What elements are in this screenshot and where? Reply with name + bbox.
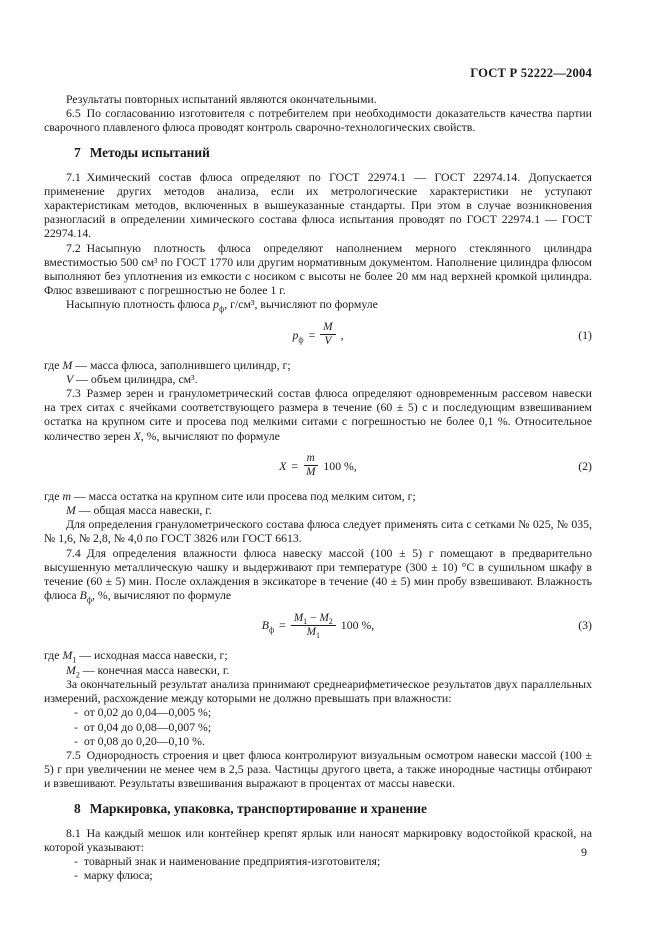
formula-1-denominator: V xyxy=(324,335,332,348)
paragraph-7-1: 7.1 Химический состав флюса определяют по ГОСТ 22974.1 — ГОСТ 22974.14. Допускается применение других методов анализа, если их метрологические характеристики не уступают характеристикам методов, включенных в вышеуказанные стандарты. При этом в случае возникновения разногласий в определении химического состава флюса испытания проводят по ГОСТ 22974.1 — ГОСТ 22974.14. xyxy=(44,169,592,241)
paragraph-7-3-text: 7.3 Размер зерен и гранулометрический состав флюса определяют одновременным рассевом навески на трех ситах с ячейками соответствующего размера в течение (60 ± 5) с и последующим взвешиванием остатка на крупном сите и просева под мелкими ситами с погрешностью не более 0,1 %. Относительное количество зерен xyxy=(44,386,592,443)
moisture-symbol-subscript: ф xyxy=(86,595,93,605)
marking-list-item: - товарный знак и наименование предприятия-изготовителя; xyxy=(74,853,381,868)
paragraph-7-3-text-after: , %, вычисляют по формуле xyxy=(140,428,280,443)
formula-3-tail: 100 %, xyxy=(340,618,375,633)
where-prefix: где xyxy=(44,648,63,663)
grain-quantity-symbol: X xyxy=(133,428,141,443)
moisture-list-item: - от 0,02 до 0,04—0,005 %; xyxy=(74,705,212,720)
formula-1-number: (1) xyxy=(578,327,592,342)
formula-3-fraction xyxy=(291,612,336,639)
formula-2-numerator: m xyxy=(304,452,318,466)
where-definition: — исходная масса навески, г; xyxy=(76,648,228,663)
where-variable-subscript: 2 xyxy=(75,670,80,680)
where-variable: M xyxy=(62,648,73,663)
formula-2-lhs: X xyxy=(279,458,287,473)
formula-1-tail: , xyxy=(340,327,344,342)
formula-3-expression xyxy=(262,612,374,639)
where-definition: — объем цилиндра, см³. xyxy=(73,371,198,386)
paragraph-mean-result: За окончательный результат анализа принимают среднеарифметическое результатов двух параллельных измерений, расхождение между которыми не должно превышать при влажности: xyxy=(44,676,592,706)
paragraph-7-4-text: 7.4 Для определения влажности флюса навеску массой (100 ± 5) г помещают в предварительно высушенную металлическую чашку и выдерживают при температуре (300 ± 10) °С в сушильном шкафу в течение (60 ± 5) мин. После охлаждения в эксикаторе в течение (40 ± 5) мин пробу взвешивают. Влажность флюса xyxy=(44,545,592,603)
paragraph-7-4 xyxy=(44,546,592,603)
density-symbol-subscript: ф xyxy=(219,304,225,314)
denominator-variable: M xyxy=(306,625,316,638)
formula-3-denominator xyxy=(304,626,323,639)
where-line-M1 xyxy=(44,648,592,665)
paragraph-density-formula-intro xyxy=(44,297,592,314)
density-symbol: p xyxy=(213,297,220,312)
moisture-symbol: B xyxy=(79,588,87,603)
where-variable: V xyxy=(66,371,74,386)
density-intro-text-after: , г/см³, вычисляют по формуле xyxy=(224,297,378,312)
formula-2-number: (2) xyxy=(578,458,592,473)
where-variable: M xyxy=(66,503,76,518)
where-line-V xyxy=(66,372,592,386)
marking-list-item: - марку флюса; xyxy=(74,868,153,883)
formula-3-lhs: B xyxy=(261,618,269,633)
formula-2-expression xyxy=(279,452,357,479)
section-8-heading xyxy=(74,801,592,817)
formula-2-tail: 100 %, xyxy=(323,458,357,473)
formula-1-lhs: p xyxy=(292,327,299,342)
where-line-m xyxy=(44,489,592,503)
where-variable: m xyxy=(62,488,71,503)
density-intro-text: Насыпную плотность флюса xyxy=(66,297,214,312)
where-variable: M xyxy=(62,357,73,372)
where-definition: — масса флюса, заполнившего цилиндр, г; xyxy=(72,357,291,372)
page-number: 9 xyxy=(581,845,587,859)
paragraph-7-4-text-after: , %, вычисляют по формуле xyxy=(92,588,232,603)
where-variable-subscript: 1 xyxy=(72,655,77,665)
formula-2-denominator: M xyxy=(306,466,316,479)
formula-3 xyxy=(44,608,592,642)
formula-1 xyxy=(44,318,592,352)
formula-1-numerator: M xyxy=(320,321,335,335)
section-8-title: Маркировка, упаковка, транспортирование и хранение xyxy=(89,800,427,816)
formula-2 xyxy=(44,449,592,483)
paragraph-8-1: 8.1 На каждый мешок или контейнер крепят ярлык или наносят маркировку водостойкой краской, на которой указывают: xyxy=(44,825,592,854)
page-content xyxy=(44,92,592,882)
where-definition: — масса остатка на крупном сите или просева под мелким ситом, г; xyxy=(70,488,416,503)
where-definition: — общая масса навески, г. xyxy=(75,503,212,518)
doc-code-header: ГОСТ Р 52222—2004 xyxy=(470,66,592,80)
minus-sign: − xyxy=(310,611,317,624)
moisture-list-item: - от 0,08 до 0,20—0,10 %. xyxy=(74,733,205,748)
paragraph-repeat-results: Результаты повторных испытаний являются окончательными. xyxy=(66,92,377,106)
formula-1-expression xyxy=(292,321,343,348)
denominator-subscript: 1 xyxy=(315,631,320,641)
formula-1-lhs-subscript: ф xyxy=(298,334,304,344)
equals-sign: = xyxy=(308,327,316,342)
moisture-list-item: - от 0,04 до 0,08—0,007 %; xyxy=(74,719,212,734)
section-7-heading xyxy=(74,145,592,161)
formula-1-fraction xyxy=(320,321,335,348)
where-variable: M xyxy=(66,662,76,677)
paragraph-7-2: 7.2 Насыпную плотность флюса определяют наполнением мерного стеклянного цилиндра вместимостью 500 см³ по ГОСТ 1770 или другим нормативным документом. Наполнение цилиндра флюсом выполняют без уплотнения из емкости с носиком с высоты не более 20 мм над верхней кромкой цилиндра. Флюс взвешивают с погрешностью не более 1 г. xyxy=(44,240,592,298)
where-line-M xyxy=(44,358,592,372)
formula-3-numerator xyxy=(291,612,336,626)
numerator-subscript-1: 1 xyxy=(303,617,308,627)
numerator-subscript-2: 2 xyxy=(328,617,333,627)
numerator-variable-1: M xyxy=(293,611,304,624)
formula-3-number: (3) xyxy=(578,618,592,633)
paragraph-7-5: 7.5 Однородность строения и цвет флюса контролируют визуальным осмотром навески массой (100 ± 5) г при увеличении не менее чем в 2,5 раза. Частицы другого цвета, а также инородные частицы отбирают и взвешивают. Результаты взвешивания выражают в процентах от массы навески. xyxy=(44,747,592,791)
where-line-M-total xyxy=(66,503,592,517)
where-prefix: где xyxy=(44,357,63,372)
paragraph-6-5: 6.5 По согласованию изготовителя с потребителем при необходимости доказательств качества партии сварочного плавленого флюса проводят контроль сварочно-технологических свойств. xyxy=(44,106,592,135)
numerator-variable-2: M xyxy=(319,611,329,624)
formula-2-fraction xyxy=(303,452,318,479)
equals-sign: = xyxy=(279,618,286,633)
paragraph-sieves: Для определения гранулометрического состава флюса следует применять сита с сетками № 025, № 035, № 1,6, № 2,8, № 4,0 по ГОСТ 3826 или ГОСТ 6613. xyxy=(44,517,592,546)
where-definition: — конечная масса навески, г. xyxy=(79,662,230,677)
section-8-number: 8 xyxy=(74,800,81,816)
formula-3-lhs-subscript: ф xyxy=(268,625,275,635)
paragraph-7-3 xyxy=(44,386,592,443)
section-7-number: 7 xyxy=(74,144,81,160)
where-prefix: где xyxy=(44,488,63,503)
equals-sign: = xyxy=(291,458,299,473)
section-7-title: Методы испытаний xyxy=(89,144,210,160)
where-line-M2 xyxy=(66,662,592,680)
